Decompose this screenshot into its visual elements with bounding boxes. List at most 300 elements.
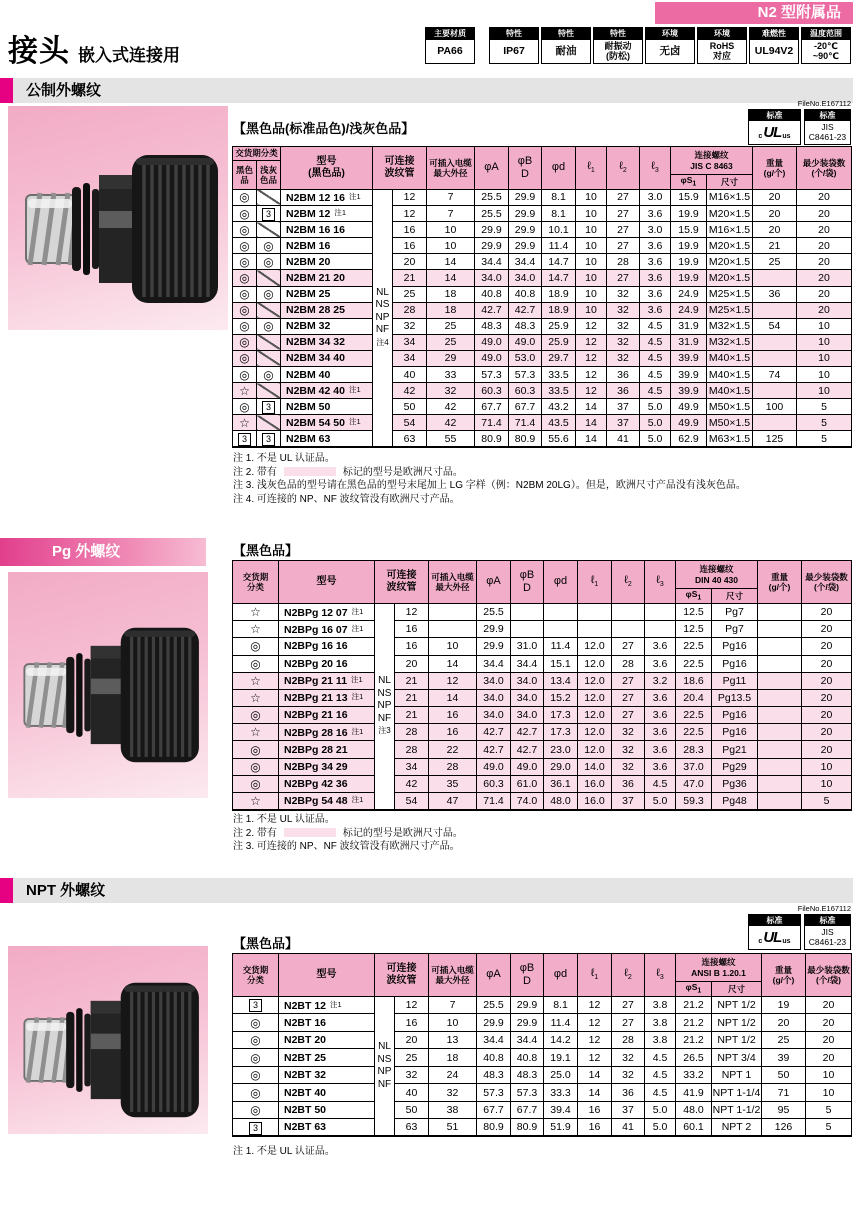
value-cell: [758, 655, 802, 672]
value-cell: 10: [576, 222, 607, 238]
value-cell: 32: [393, 318, 427, 334]
page-title-sub: 嵌入式连接用: [78, 46, 180, 65]
model-cell: N2BT 12 注1: [279, 996, 375, 1014]
value-cell: 47.0: [676, 775, 712, 792]
value-cell: 12.0: [578, 672, 612, 689]
value-cell: 5: [806, 1101, 852, 1119]
value-cell: M20×1.5: [707, 206, 753, 222]
value-cell: 18: [427, 286, 475, 302]
dimension-header: ℓ$_1$: [578, 954, 612, 997]
value-cell: 12: [393, 189, 427, 205]
value-cell: 20: [802, 707, 852, 724]
value-cell: 60.1: [676, 1119, 712, 1137]
dimension-header: ℓ$_3$: [640, 147, 671, 190]
table-row: [233, 996, 852, 1014]
table-row: [233, 741, 852, 758]
model-cell: N2BT 25: [279, 1049, 375, 1067]
section-bar-label: 公制外螺纹: [13, 78, 853, 103]
value-cell: 34.4: [511, 655, 544, 672]
value-cell: 12: [576, 318, 607, 334]
model-cell: N2BPg 16 07 注1: [279, 621, 375, 638]
table-row: [233, 638, 852, 655]
value-cell: 10: [576, 254, 607, 270]
spec-badge-label: 环境: [646, 28, 694, 40]
value-cell: 48.0: [676, 1101, 712, 1119]
value-cell: 11.4: [544, 1014, 578, 1032]
value-cell: 10: [427, 238, 475, 254]
value-cell: 3.6: [640, 286, 671, 302]
value-cell: 3.6: [645, 758, 676, 775]
table-row: [233, 1014, 852, 1032]
model-cell: N2BPg 20 16: [279, 655, 375, 672]
table-row: [233, 758, 852, 775]
value-cell: M50×1.5: [707, 399, 753, 415]
value-cell: 17.3: [544, 707, 578, 724]
value-cell: M63×1.5: [707, 431, 753, 447]
value-cell: 50: [393, 399, 427, 415]
value-cell: 12.0: [578, 724, 612, 741]
value-cell: [753, 383, 797, 399]
model-cell: N2BM 12 16 注1: [281, 189, 373, 205]
delivery-symbol: [257, 302, 281, 318]
value-cell: [758, 621, 802, 638]
cable-header: 可插入电缆 最大外径: [429, 561, 477, 604]
value-cell: 18.6: [676, 672, 712, 689]
section-bar-accent: [0, 878, 13, 903]
value-cell: 71.4: [475, 415, 509, 431]
value-cell: 34.0: [511, 689, 544, 706]
value-cell: 4.5: [645, 1049, 676, 1067]
value-cell: NPT 1/2: [712, 996, 762, 1014]
model-cell: N2BM 34 40: [281, 350, 373, 366]
dimension-header: ℓ$_3$: [645, 561, 676, 604]
value-cell: 34.0: [511, 672, 544, 689]
pack-header: 最少装袋数 (个/袋): [806, 954, 852, 997]
value-cell: 15.2: [544, 689, 578, 706]
value-cell: M20×1.5: [707, 270, 753, 286]
value-cell: 55.6: [542, 431, 576, 447]
delivery-class-header: 交货期 分类: [233, 954, 279, 997]
value-cell: [612, 603, 645, 620]
value-cell: 5.0: [640, 399, 671, 415]
model-cell: N2BPg 54 48 注1: [279, 793, 375, 810]
value-cell: 57.3: [475, 366, 509, 382]
value-cell: Pg16: [712, 655, 758, 672]
value-cell: 80.9: [511, 1119, 544, 1137]
value-cell: 14.2: [544, 1031, 578, 1049]
table-title-pg: 【黑色品】: [233, 543, 299, 558]
value-cell: [645, 621, 676, 638]
value-cell: 20: [753, 189, 797, 205]
thread-sub-header: $\varphi S_1$: [671, 175, 707, 190]
dimension-header: φB D: [511, 561, 544, 604]
value-cell: 10: [797, 350, 852, 366]
value-cell: 3.8: [645, 1014, 676, 1032]
value-cell: 20: [802, 638, 852, 655]
eu-size-swatch: [284, 467, 336, 476]
model-cell: N2BT 50: [279, 1101, 375, 1119]
spec-badge: [489, 27, 539, 64]
value-cell: 25: [753, 254, 797, 270]
spec-badge: [593, 27, 643, 64]
pack-header: 最少装袋数 (个/袋): [802, 561, 852, 604]
notes-npt: [233, 1145, 335, 1159]
value-cell: 36: [612, 1084, 645, 1102]
delivery-symbol: ◎: [257, 238, 281, 254]
model-cell: N2BM 34 32: [281, 334, 373, 350]
value-cell: 19.9: [671, 254, 707, 270]
value-cell: 32: [395, 1066, 429, 1084]
delivery-symbol: ◎: [233, 238, 257, 254]
delivery-class-header: 交货期分类: [233, 147, 281, 161]
value-cell: 10: [802, 775, 852, 792]
delivery-symbol: ◎: [233, 270, 257, 286]
footnote: 注 1. 不是 UL 认证品。: [233, 453, 335, 464]
delivery-symbol: ☆: [233, 621, 279, 638]
model-cell: N2BM 25: [281, 286, 373, 302]
delivery-symbol: 3: [233, 996, 279, 1014]
value-cell: 29.9: [509, 222, 542, 238]
value-cell: 29: [427, 350, 475, 366]
value-cell: 32: [612, 741, 645, 758]
spec-badge-label: 温度范围: [802, 28, 850, 40]
value-cell: 20: [802, 672, 852, 689]
value-cell: 39.9: [671, 383, 707, 399]
value-cell: 34.0: [477, 689, 511, 706]
value-cell: 29.9: [509, 189, 542, 205]
value-cell: 20: [393, 254, 427, 270]
delivery-symbol: ◎: [233, 189, 257, 205]
spec-badge-label: 特性: [594, 28, 642, 40]
model-cell: N2BM 50: [281, 399, 373, 415]
value-cell: 20: [802, 621, 852, 638]
table-row: [233, 286, 852, 302]
section-bar-label: NPT 外螺纹: [13, 878, 853, 903]
value-cell: 47: [429, 793, 477, 810]
delivery-symbol: 3: [257, 206, 281, 222]
value-cell: 39.4: [544, 1101, 578, 1119]
value-cell: 4.5: [640, 350, 671, 366]
value-cell: [753, 415, 797, 431]
value-cell: 10: [576, 286, 607, 302]
table-row: [233, 254, 852, 270]
value-cell: 34.0: [475, 270, 509, 286]
model-cell: N2BT 20: [279, 1031, 375, 1049]
value-cell: 18: [427, 302, 475, 318]
value-cell: 19.9: [671, 270, 707, 286]
jis-standard-badge: 标准 JIS C8461-23: [804, 914, 851, 950]
value-cell: 34: [395, 758, 429, 775]
value-cell: 10: [429, 638, 477, 655]
connector-illustration: [8, 572, 208, 798]
value-cell: 29.9: [477, 638, 511, 655]
delivery-symbol: ◎: [257, 366, 281, 382]
value-cell: 10: [797, 334, 852, 350]
value-cell: 32: [607, 318, 640, 334]
connector-illustration: [8, 106, 228, 330]
notes-metric: [233, 452, 746, 506]
value-cell: 19.1: [544, 1049, 578, 1067]
value-cell: 14: [576, 415, 607, 431]
value-cell: 37: [607, 415, 640, 431]
value-cell: 32: [612, 724, 645, 741]
spec-badge-value: 耐油: [555, 45, 577, 58]
value-cell: 25.5: [477, 996, 511, 1014]
value-cell: 4.5: [640, 334, 671, 350]
value-cell: 21.2: [676, 1014, 712, 1032]
value-cell: 3.6: [645, 638, 676, 655]
delivery-symbol: ◎: [233, 366, 257, 382]
value-cell: 5: [802, 793, 852, 810]
spec-badge-label: 难燃性: [750, 28, 798, 40]
value-cell: 21: [395, 689, 429, 706]
table-row: [233, 238, 852, 254]
delivery-symbol: ◎: [233, 1014, 279, 1032]
value-cell: [578, 621, 612, 638]
table-row: [233, 334, 852, 350]
value-cell: 28: [393, 302, 427, 318]
value-cell: 4.5: [640, 318, 671, 334]
value-cell: NPT 1/2: [712, 1031, 762, 1049]
value-cell: 32: [607, 334, 640, 350]
notes-pg: [233, 813, 463, 854]
footnote: 注 3. 可连接的 NP、NF 波纹管没有欧洲尺寸产品。: [233, 841, 460, 852]
value-cell: 5.0: [640, 415, 671, 431]
value-cell: 28: [429, 758, 477, 775]
delivery-symbol: ◎: [233, 222, 257, 238]
value-cell: 3.8: [645, 1031, 676, 1049]
value-cell: 48.0: [544, 793, 578, 810]
value-cell: 28: [612, 1031, 645, 1049]
model-cell: N2BM 21 20: [281, 270, 373, 286]
table-row: [233, 724, 852, 741]
value-cell: 20: [797, 189, 852, 205]
value-cell: 20: [797, 302, 852, 318]
delivery-symbol: ◎: [233, 206, 257, 222]
value-cell: 27: [612, 689, 645, 706]
thread-sub-header: 尺寸: [712, 982, 762, 997]
dimension-header: ℓ$_2$: [607, 147, 640, 190]
tube-header: 可连接 波纹管: [373, 147, 427, 190]
spec-badge-value: 无卤: [659, 45, 681, 58]
value-cell: NPT 1-1/2: [712, 1101, 762, 1119]
spec-badge-label: 环境: [698, 28, 746, 40]
value-cell: 20: [753, 222, 797, 238]
value-cell: 20: [395, 655, 429, 672]
value-cell: 10: [802, 758, 852, 775]
value-cell: 18.9: [542, 302, 576, 318]
value-cell: 57.3: [477, 1084, 511, 1102]
value-cell: 3.6: [640, 254, 671, 270]
model-cell: N2BM 12 注1: [281, 206, 373, 222]
value-cell: 19: [762, 996, 806, 1014]
value-cell: 20: [802, 741, 852, 758]
file-number: FileNo.E167112: [797, 904, 851, 913]
value-cell: 67.7: [477, 1101, 511, 1119]
value-cell: 16: [578, 1101, 612, 1119]
connector-illustration: [8, 946, 208, 1134]
spec-badge: [425, 27, 475, 64]
footnote: 注 4. 可连接的 NP、NF 波纹管没有欧洲尺寸产品。: [233, 493, 460, 505]
value-cell: 20: [395, 1031, 429, 1049]
value-cell: [544, 603, 578, 620]
value-cell: 5.0: [645, 1119, 676, 1137]
table-row: [233, 655, 852, 672]
value-cell: 7: [429, 996, 477, 1014]
value-cell: 11.4: [542, 238, 576, 254]
value-cell: 60.3: [475, 383, 509, 399]
footnote: 注 1. 不是 UL 认证品。: [233, 1146, 335, 1157]
value-cell: 27: [607, 222, 640, 238]
model-cell: N2BPg 34 29: [279, 758, 375, 775]
dimension-header: ℓ$_1$: [576, 147, 607, 190]
value-cell: 4.5: [645, 1066, 676, 1084]
value-cell: 31.9: [671, 334, 707, 350]
value-cell: 32: [429, 1084, 477, 1102]
value-cell: 42: [427, 415, 475, 431]
value-cell: 34.0: [477, 707, 511, 724]
value-cell: M32×1.5: [707, 334, 753, 350]
value-cell: 10: [576, 189, 607, 205]
ul-standard-badge: 标准 c UL us: [748, 109, 801, 145]
value-cell: 54: [395, 793, 429, 810]
delivery-symbol: ◎: [233, 254, 257, 270]
value-cell: [429, 621, 477, 638]
value-cell: 42.7: [477, 741, 511, 758]
table-row: [233, 1084, 852, 1102]
page-title: [8, 26, 180, 70]
value-cell: 10: [797, 383, 852, 399]
spec-badge-value: PA66: [437, 45, 463, 58]
value-cell: 10: [806, 1084, 852, 1102]
value-cell: 62.9: [671, 431, 707, 447]
value-cell: 12: [429, 672, 477, 689]
delivery-symbol: [257, 334, 281, 350]
jis-standard-badge: 标准 JIS C8461-23: [804, 109, 851, 145]
certification-block: [745, 904, 851, 950]
delivery-symbol: ◎: [233, 1049, 279, 1067]
value-cell: [753, 350, 797, 366]
value-cell: 57.3: [511, 1084, 544, 1102]
value-cell: 40: [393, 366, 427, 382]
cable-header: 可插入电缆 最大外径: [427, 147, 475, 190]
delivery-sub-header: 浅灰 色品: [257, 161, 281, 190]
value-cell: 20: [802, 689, 852, 706]
value-cell: 28.3: [676, 741, 712, 758]
value-cell: 33.5: [542, 366, 576, 382]
value-cell: 14.7: [542, 270, 576, 286]
value-cell: 25.9: [542, 334, 576, 350]
table-row: [233, 350, 852, 366]
value-cell: NPT 3/4: [712, 1049, 762, 1067]
value-cell: 51: [429, 1119, 477, 1137]
model-cell: N2BPg 21 11 注1: [279, 672, 375, 689]
table-title-metric: 【黑色品(标准品色)/浅灰色品】: [233, 121, 415, 136]
value-cell: 41: [607, 431, 640, 447]
model-cell: N2BM 28 25: [281, 302, 373, 318]
value-cell: 37.0: [676, 758, 712, 775]
value-cell: 60.3: [477, 775, 511, 792]
value-cell: 26.5: [676, 1049, 712, 1067]
section-bar-metric: [0, 78, 853, 103]
value-cell: 41.9: [676, 1084, 712, 1102]
value-cell: 29.9: [509, 206, 542, 222]
spec-badge-value: 耐振动 (防松): [604, 41, 632, 61]
value-cell: Pg7: [712, 603, 758, 620]
value-cell: 7: [427, 206, 475, 222]
delivery-symbol: ◎: [233, 707, 279, 724]
value-cell: 21: [395, 672, 429, 689]
value-cell: 36: [607, 366, 640, 382]
metric-thread-table: [232, 146, 852, 448]
value-cell: 80.9: [475, 431, 509, 447]
thread-sub-header: $\varphi S_1$: [676, 589, 712, 604]
model-cell: N2BT 63: [279, 1119, 375, 1137]
value-cell: 49.9: [671, 415, 707, 431]
value-cell: 10: [576, 302, 607, 318]
value-cell: 31.9: [671, 318, 707, 334]
value-cell: 36: [607, 383, 640, 399]
value-cell: 29.9: [477, 621, 511, 638]
value-cell: 25.9: [542, 318, 576, 334]
value-cell: 19.9: [671, 238, 707, 254]
value-cell: 3.6: [640, 238, 671, 254]
delivery-symbol: [257, 415, 281, 431]
value-cell: Pg48: [712, 793, 758, 810]
model-cell: N2BPg 21 16: [279, 707, 375, 724]
value-cell: 14: [429, 655, 477, 672]
value-cell: 27: [612, 672, 645, 689]
value-cell: 23.0: [544, 741, 578, 758]
value-cell: [758, 775, 802, 792]
value-cell: 20: [797, 286, 852, 302]
value-cell: 16: [395, 1014, 429, 1032]
value-cell: 21: [753, 238, 797, 254]
value-cell: 54: [753, 318, 797, 334]
value-cell: [758, 638, 802, 655]
model-cell: N2BM 16: [281, 238, 373, 254]
value-cell: [758, 689, 802, 706]
value-cell: 4.5: [645, 1084, 676, 1102]
table-row: [233, 689, 852, 706]
value-cell: 3.6: [645, 741, 676, 758]
value-cell: 12: [576, 350, 607, 366]
series-banner: N2 型附属品: [655, 2, 853, 24]
value-cell: 14: [576, 431, 607, 447]
value-cell: 13: [429, 1031, 477, 1049]
model-cell: N2BPg 42 36: [279, 775, 375, 792]
table-row: [233, 1031, 852, 1049]
table-row: [233, 399, 852, 415]
delivery-sub-header: 黑色品: [233, 161, 257, 190]
page-title-main: 接头: [8, 35, 70, 68]
dimension-header: φd: [544, 954, 578, 997]
value-cell: [758, 724, 802, 741]
value-cell: [511, 621, 544, 638]
value-cell: 14: [427, 254, 475, 270]
section-bar-npt: [0, 878, 853, 903]
value-cell: 25: [393, 286, 427, 302]
value-cell: 10: [797, 366, 852, 382]
value-cell: 29.9: [475, 222, 509, 238]
value-cell: 39.9: [671, 350, 707, 366]
value-cell: 3.6: [645, 724, 676, 741]
value-cell: 14.0: [578, 758, 612, 775]
section-bar-pg: Pg 外螺纹: [0, 538, 206, 566]
delivery-symbol: ◎: [233, 655, 279, 672]
value-cell: 10.1: [542, 222, 576, 238]
value-cell: 37: [612, 1101, 645, 1119]
